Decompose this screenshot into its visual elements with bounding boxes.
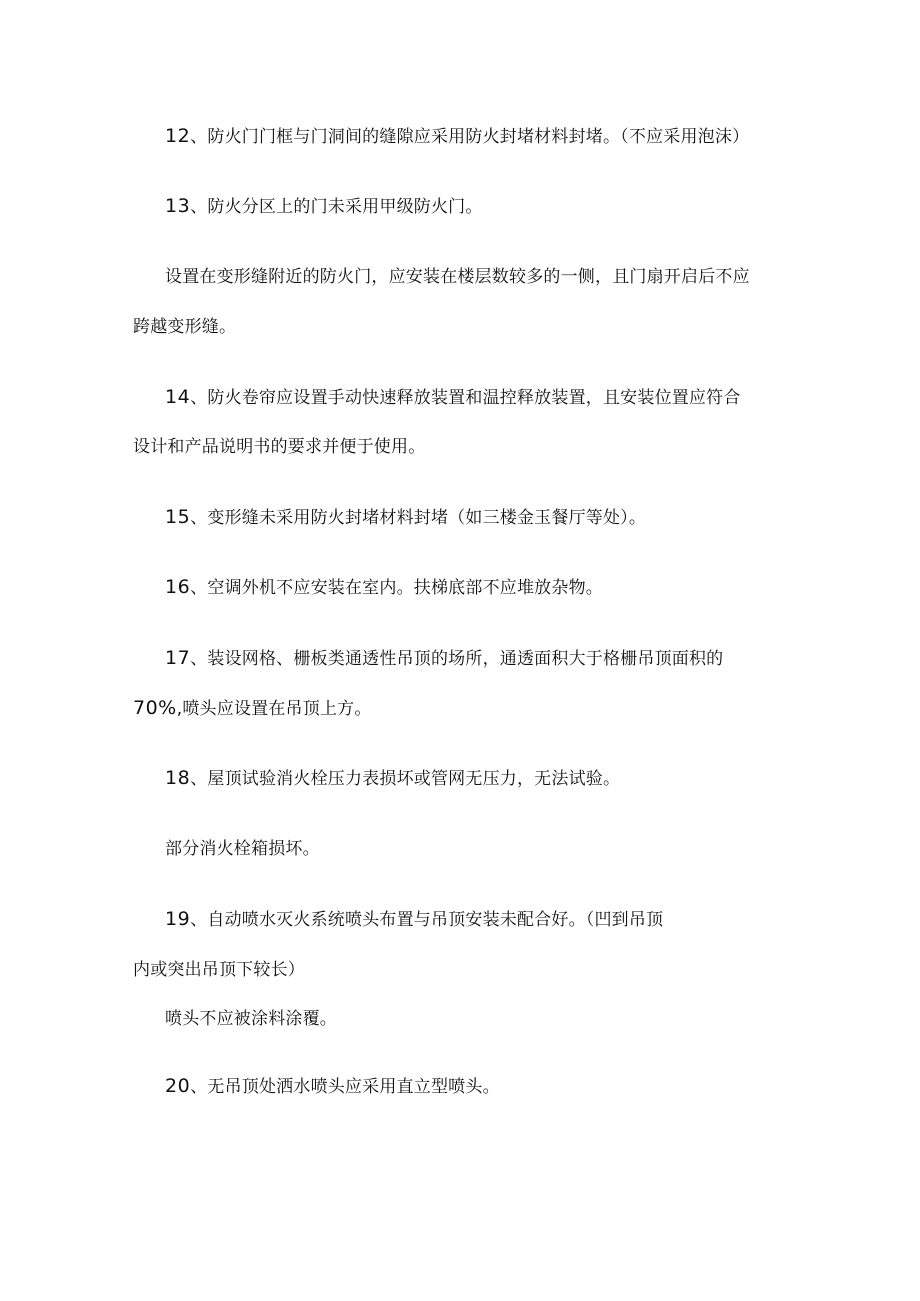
paragraph-line xyxy=(165,1008,337,1030)
item-number: 20 xyxy=(165,1075,191,1097)
item-text: 内或突出吊顶下较长） xyxy=(133,960,305,980)
item-19-line xyxy=(165,908,663,931)
item-18-line xyxy=(165,767,620,790)
item-number: 13 xyxy=(165,195,191,217)
item-17-line xyxy=(165,647,723,670)
item-text: ,喷头应设置在吊顶上方。 xyxy=(176,699,372,719)
item-12-line xyxy=(165,125,749,148)
item-number: 16 xyxy=(165,576,191,598)
paragraph-line-continued xyxy=(133,316,236,338)
paragraph-text: 设置在变形缝附近的防火门，应安装在楼层数较多的一侧，且门扇开启后不应 xyxy=(165,267,750,287)
paragraph-text: 喷头不应被涂料涂覆。 xyxy=(165,1009,337,1029)
item-14-line-continued xyxy=(133,436,425,458)
item-text: 、无吊顶处洒水喷头应采用直立型喷头。 xyxy=(190,1077,500,1097)
item-number: 17 xyxy=(165,647,191,669)
item-number: 18 xyxy=(165,767,191,789)
item-16-line xyxy=(165,576,603,599)
item-text: 、屋顶试验消火栓压力表损坏或管网无压力，无法试验。 xyxy=(190,769,621,789)
paragraph-text: 跨越变形缝。 xyxy=(133,317,237,337)
paragraph-line xyxy=(165,266,750,288)
item-15-line xyxy=(165,506,646,529)
item-text: 、自动喷水灭火系统喷头布置与吊顶安装未配合好。（凹到吊顶 xyxy=(190,910,664,930)
item-14-line xyxy=(165,386,741,409)
item-text: 、防火分区上的门未采用甲级防火门。 xyxy=(190,197,483,217)
paragraph-line xyxy=(165,838,320,860)
item-13-line xyxy=(165,195,483,218)
paragraph-text: 部分消火栓箱损坏。 xyxy=(165,839,320,859)
item-20-line xyxy=(165,1075,500,1098)
item-17-line-continued xyxy=(133,697,372,720)
item-text: 、装设网格、栅板类通透性吊顶的场所，通透面积大于格栅吊顶面积的 xyxy=(190,649,724,669)
item-number: 19 xyxy=(165,908,191,930)
item-text: 、防火卷帘应设置手动快速释放装置和温控释放装置，且安装位置应符合 xyxy=(190,388,741,408)
item-19-line-continued xyxy=(133,959,305,981)
item-text: 、变形缝未采用防火封堵材料封堵（如三楼金玉餐厅等处）。 xyxy=(190,508,647,528)
item-text: 、空调外机不应安装在室内。扶梯底部不应堆放杂物。 xyxy=(190,578,603,598)
percent-value: 70% xyxy=(133,697,177,719)
item-number: 15 xyxy=(165,506,191,528)
item-text: 、防火门门框与门洞间的缝隙应采用防火封堵材料封堵。（不应采用泡沫） xyxy=(190,127,750,147)
item-number: 14 xyxy=(165,386,191,408)
item-text: 设计和产品说明书的要求并便于使用。 xyxy=(133,437,426,457)
item-number: 12 xyxy=(165,125,191,147)
